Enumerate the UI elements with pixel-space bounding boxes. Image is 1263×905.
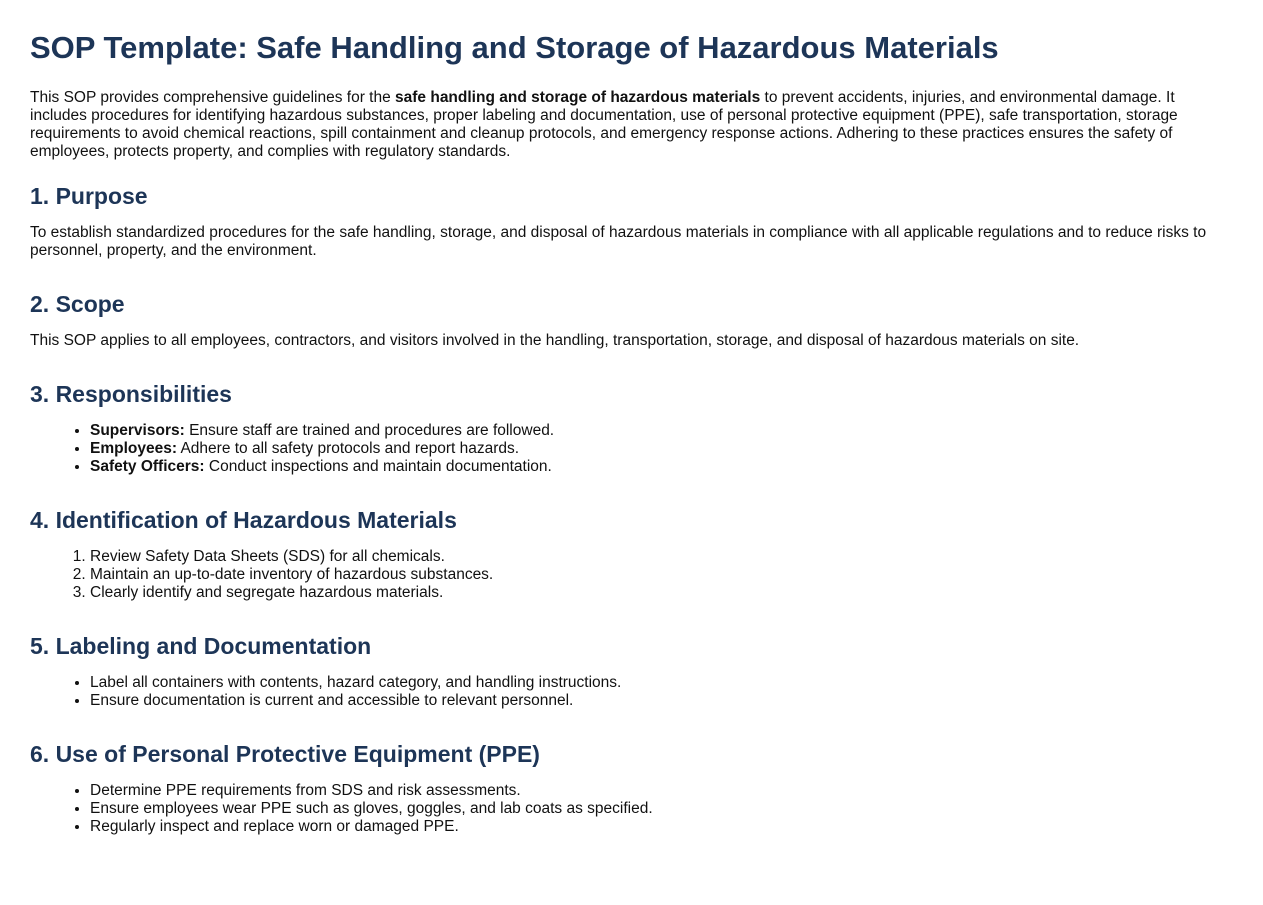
list-item: 2. Maintain an up-to-date inventory of hazardous substances. xyxy=(90,566,1233,584)
list-item: • Ensure employees wear PPE such as gloves, goggles, and lab coats as specified. xyxy=(90,800,1233,818)
list-item: 3. Clearly identify and segregate hazardous materials. xyxy=(90,584,1233,602)
intro-text-bold: safe handling and storage of hazardous materials xyxy=(395,89,761,106)
role-label-supervisors: Supervisors: xyxy=(90,422,185,439)
role-text: Adhere to all safety protocols and report hazards. xyxy=(177,440,520,457)
section-text-purpose: To establish standardized procedures for the safe handling, storage, and disposal of hazardous materials in compliance with all applicable regulations and to reduce risks to personnel, property, and the environment. xyxy=(30,224,1207,259)
section-scope xyxy=(30,290,1233,350)
list-item xyxy=(90,440,1233,458)
section-ppe xyxy=(30,740,1233,836)
intro-text-end: to prevent accidents, injuries, and environmental damage. It includes procedures for identifying hazardous substances, proper labeling and documentation, use of personal protective equipment (PPE), safe transportation, storage requirements to avoid chemical reactions, spill containment and cleanup protocols, and emergency response actions. Adhering to these practices ensures the safety of employees, protects property, and complies with regulatory standards. xyxy=(30,89,1178,160)
list-item xyxy=(90,422,1233,440)
role-label-safety-officers: Safety Officers: xyxy=(90,458,205,475)
intro-paragraph xyxy=(30,89,1233,161)
section-heading-labeling: 5. Labeling and Documentation xyxy=(30,633,372,659)
list-item: • Label all containers with contents, hazard category, and handling instructions. xyxy=(90,674,1233,692)
labeling-list xyxy=(30,674,1233,710)
page-title: SOP Template: Safe Handling and Storage of Hazardous Materials xyxy=(30,30,999,65)
section-purpose xyxy=(30,182,1233,260)
section-heading-identification: 4. Identification of Hazardous Materials xyxy=(30,507,457,533)
section-heading-purpose: 1. Purpose xyxy=(30,183,148,209)
section-text-scope: This SOP applies to all employees, contractors, and visitors involved in the handling, transportation, storage, and disposal of hazardous materials on site. xyxy=(30,332,1080,349)
role-label-employees: Employees: xyxy=(90,440,178,457)
section-responsibilities xyxy=(30,380,1233,476)
identification-list xyxy=(30,548,1233,602)
responsibilities-list xyxy=(30,422,1233,476)
list-item xyxy=(90,458,1233,476)
list-item: 1. Review Safety Data Sheets (SDS) for all chemicals. xyxy=(90,548,1233,566)
intro-text-start: This SOP provides comprehensive guidelines for the xyxy=(30,89,396,106)
role-text: Ensure staff are trained and procedures are followed. xyxy=(184,422,555,439)
role-text: Conduct inspections and maintain documentation. xyxy=(204,458,552,475)
list-item: • Ensure documentation is current and accessible to relevant personnel. xyxy=(90,692,1233,710)
list-item: • Regularly inspect and replace worn or damaged PPE. xyxy=(90,818,1233,836)
section-identification xyxy=(30,506,1233,602)
section-heading-responsibilities: 3. Responsibilities xyxy=(30,381,232,407)
list-item: • Determine PPE requirements from SDS and risk assessments. xyxy=(90,782,1233,800)
section-heading-scope: 2. Scope xyxy=(30,291,125,317)
ppe-list xyxy=(30,782,1233,836)
section-heading-ppe: 6. Use of Personal Protective Equipment (PPE) xyxy=(30,741,540,767)
section-labeling xyxy=(30,632,1233,710)
